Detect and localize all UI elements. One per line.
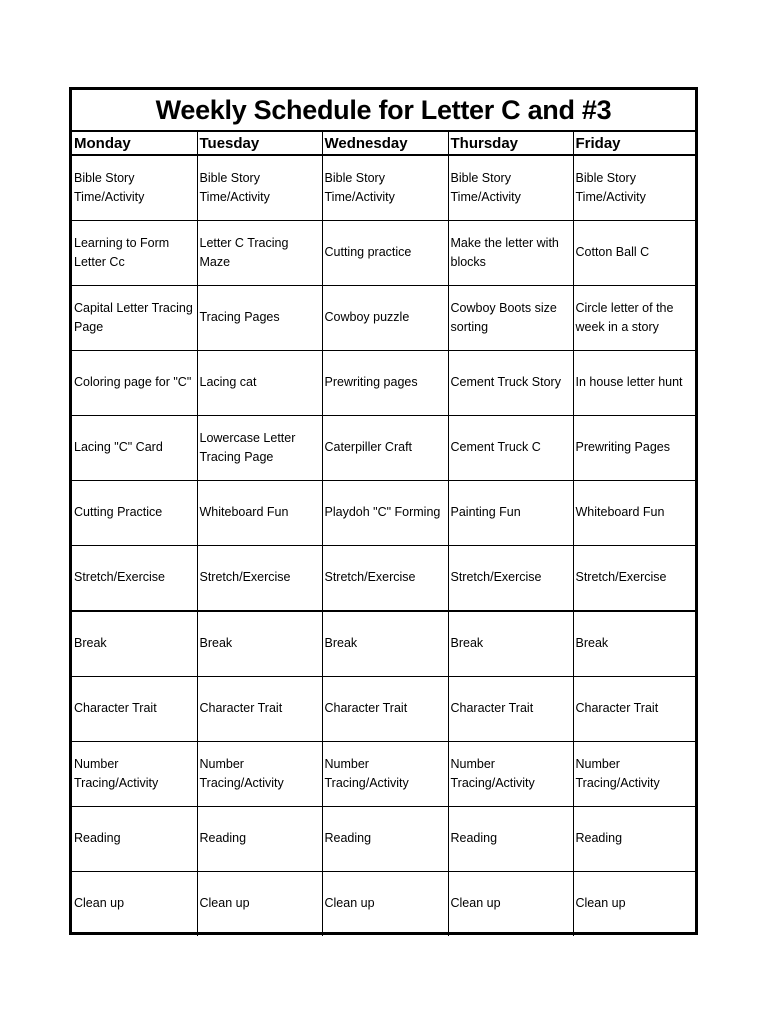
- day-header: Wednesday: [322, 132, 448, 155]
- day-header-row: [72, 132, 695, 155]
- schedule-cell: Number Tracing/Activity: [72, 742, 197, 807]
- schedule-cell: Clean up: [448, 872, 573, 937]
- schedule-cell: Number Tracing/Activity: [197, 742, 322, 807]
- schedule-row: [72, 155, 695, 221]
- schedule-row: [72, 416, 695, 481]
- schedule-cell: Stretch/Exercise: [72, 546, 197, 612]
- schedule-cell: Clean up: [575, 896, 626, 911]
- schedule-cell: Reading: [72, 807, 197, 872]
- schedule-row: [72, 742, 695, 807]
- schedule-title: Weekly Schedule for Letter C and #3: [72, 90, 695, 132]
- schedule-row: [72, 286, 695, 351]
- schedule-cell: Reading: [448, 807, 573, 872]
- schedule-cell: Break: [448, 611, 573, 677]
- schedule-cell: Whiteboard Fun: [197, 481, 322, 546]
- schedule-cell: Bible Story Time/Activity: [448, 155, 573, 221]
- schedule-cell: Character Trait: [448, 677, 573, 742]
- schedule-cell: Playdoh "C" Forming: [322, 481, 448, 546]
- schedule-cell: Stretch/Exercise: [448, 546, 573, 612]
- day-header: Tuesday: [197, 132, 322, 155]
- schedule-cell: Number Tracing/Activity: [448, 742, 573, 807]
- schedule-cell: Prewriting Pages: [573, 416, 695, 481]
- schedule-cell: Reading: [197, 807, 322, 872]
- schedule-table: [72, 132, 695, 936]
- schedule-cell: Letter C Tracing Maze: [197, 221, 322, 286]
- schedule-cell: Cotton Ball C: [573, 221, 695, 286]
- schedule-row: [72, 611, 695, 677]
- schedule-cell: Lacing "C" Card: [72, 416, 197, 481]
- schedule-row: [72, 807, 695, 872]
- schedule-cell: Character Trait: [322, 677, 448, 742]
- schedule-cell: Character Trait: [573, 677, 695, 742]
- schedule-cell: Number Tracing/Activity: [322, 742, 448, 807]
- schedule-row: [72, 221, 695, 286]
- schedule-cell: Number Tracing/Activity: [573, 742, 695, 807]
- schedule-cell: Lowercase Letter Tracing Page: [197, 416, 322, 481]
- schedule-cell: Cutting Practice: [72, 481, 197, 546]
- schedule-row: [72, 351, 695, 416]
- day-header: Friday: [573, 132, 695, 155]
- schedule-cell: Tracing Pages: [197, 286, 322, 351]
- schedule-cell: Reading: [322, 807, 448, 872]
- day-header: Thursday: [448, 132, 573, 155]
- schedule-cell: Cowboy puzzle: [322, 286, 448, 351]
- schedule-sheet: [69, 87, 698, 935]
- schedule-cell: Break: [322, 611, 448, 677]
- schedule-cell: Stretch/Exercise: [573, 546, 695, 612]
- schedule-cell: Character Trait: [197, 677, 322, 742]
- schedule-cell: Make the letter with blocks: [448, 221, 573, 286]
- schedule-cell: In house letter hunt: [573, 351, 695, 416]
- schedule-cell: Stretch/Exercise: [197, 546, 322, 612]
- schedule-cell: Cement Truck Story: [448, 351, 573, 416]
- schedule-cell: Bible Story Time/Activity: [322, 155, 448, 221]
- schedule-cell: Clean up: [197, 872, 322, 937]
- schedule-cell: Break: [573, 611, 695, 677]
- schedule-row: [72, 546, 695, 612]
- schedule-cell: Whiteboard Fun: [573, 481, 695, 546]
- schedule-cell: Capital Letter Tracing Page: [72, 286, 197, 351]
- schedule-cell: Caterpiller Craft: [322, 416, 448, 481]
- schedule-cell: Bible Story Time/Activity: [573, 155, 695, 221]
- schedule-cell: Painting Fun: [448, 481, 573, 546]
- schedule-cell: Cowboy Boots size sorting: [448, 286, 573, 351]
- schedule-cell: Cutting practice: [322, 221, 448, 286]
- schedule-row: [72, 677, 695, 742]
- schedule-cell: Prewriting pages: [322, 351, 448, 416]
- schedule-cell: Stretch/Exercise: [322, 546, 448, 612]
- schedule-cell: Clean up: [72, 872, 197, 937]
- schedule-cell: Lacing cat: [197, 351, 322, 416]
- schedule-cell: Character Trait: [72, 677, 197, 742]
- day-header: Monday: [72, 132, 197, 155]
- schedule-cell: Bible Story Time/Activity: [72, 155, 197, 221]
- schedule-row: [72, 872, 695, 937]
- schedule-cell: Bible Story Time/Activity: [197, 155, 322, 221]
- schedule-cell: Break: [197, 611, 322, 677]
- schedule-cell: Coloring page for "C": [72, 351, 197, 416]
- schedule-cell: Circle letter of the week in a story: [573, 286, 695, 351]
- schedule-cell: Cement Truck C: [448, 416, 573, 481]
- schedule-cell: Break: [72, 611, 197, 677]
- schedule-cell: Learning to Form Letter Cc: [72, 221, 197, 286]
- schedule-cell: Reading: [573, 807, 695, 872]
- schedule-cell: Clean up: [322, 872, 448, 937]
- schedule-row: [72, 481, 695, 546]
